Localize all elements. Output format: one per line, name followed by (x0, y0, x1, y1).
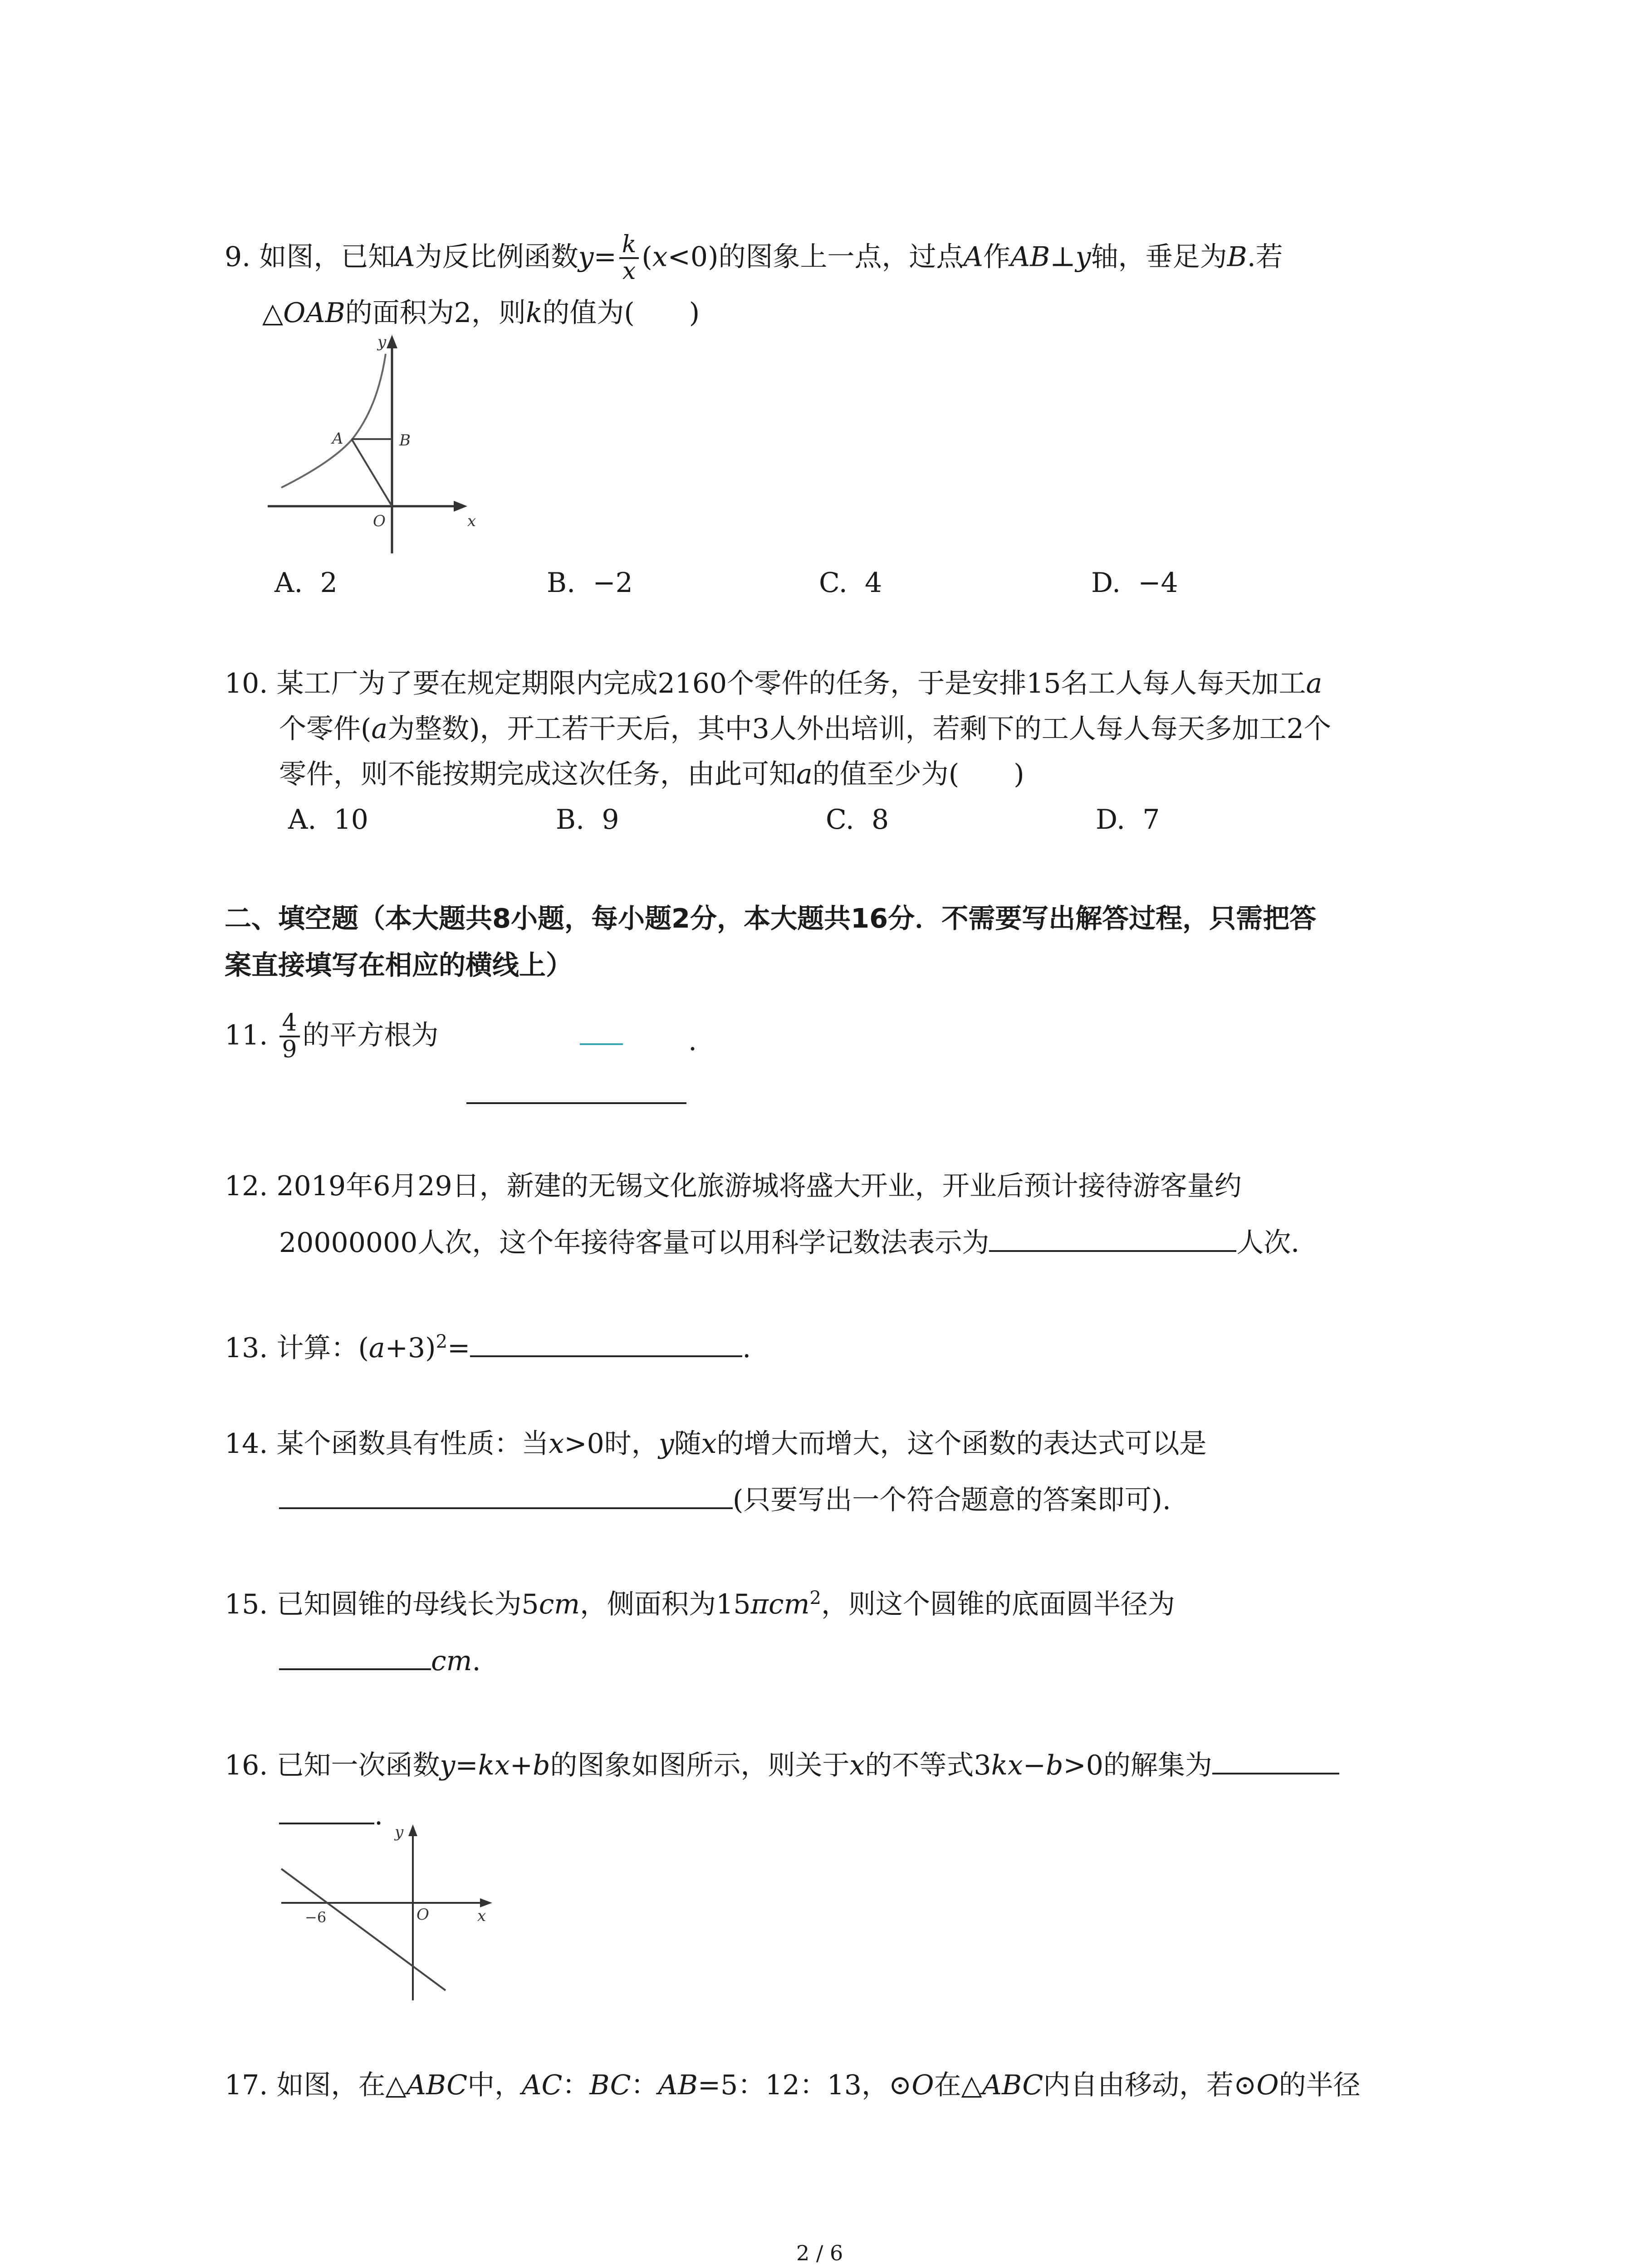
q10-line3: 零件，则不能按期完成这次任务，由此可知a的值至少为( ) (279, 758, 1024, 790)
q9-option-b[interactable]: B. −2 (547, 567, 633, 599)
q10-option-d[interactable]: D. 7 (1096, 804, 1160, 836)
q11-line: 11. $\frac{4}{9}$ 的平方根为 (225, 1009, 439, 1063)
section-heading-line1: 二、填空题（本大题共8小题，每小题2分，本大题共16分．不需要写出解答过程，只需把答 (225, 903, 1317, 934)
q14-number: 14. (225, 1428, 268, 1460)
q16-graph-figure (272, 1819, 508, 2009)
q11-number: 11. (225, 1019, 268, 1051)
q9-hyperbola-curve (281, 354, 386, 488)
q14-line1: 14. 某个函数具有性质：当x>0时，y随x的增大而增大，这个函数的表达式可以是 (225, 1428, 1207, 1460)
q10-option-a[interactable]: A. 10 (288, 804, 368, 836)
q16-answer-blank-part1[interactable] (1212, 1746, 1339, 1774)
q15-line1: 15. 已知圆锥的母线长为5cm，侧面积为15πcm$^2$，则这个圆锥的底面圆半径为 (225, 1588, 1175, 1620)
q9-label-B: B (399, 431, 411, 450)
q17-line1: 17. 如图，在△ABC中，AC：BC：AB=5：12：13，⊙O在△ABC内自由移动，若⊙O的半径 (225, 2069, 1361, 2101)
q9-option-d[interactable]: D. −4 (1091, 567, 1178, 599)
q16-label-neg6: −6 (305, 1909, 327, 1926)
q9-option-c[interactable]: C. 4 (819, 567, 882, 599)
q10-number: 10. (225, 668, 268, 699)
q9-line2: △OAB的面积为2，则k的值为( ) (262, 297, 700, 329)
q9-x-arrow (454, 501, 467, 512)
q12-answer-blank[interactable] (989, 1224, 1236, 1252)
q15-line2: cm. (279, 1642, 481, 1675)
q10-line1: 10. 某工厂为了要在规定期限内完成2160个零件的任务，于是安排15名工人每人每天加工a (225, 668, 1323, 699)
q15-number: 15. (225, 1589, 268, 1620)
q16-label-y: y (395, 1823, 404, 1841)
q11-fraction: $\frac{4}{9}$ (279, 1011, 300, 1062)
q13-number: 13. (225, 1332, 268, 1364)
q10-line2: 个零件(a为整数)，开工若干天后，其中3人外出培训，若剩下的工人每人每天多加工2个 (279, 713, 1331, 745)
section-heading-line2: 案直接填写在相应的横线上） (225, 949, 573, 981)
q16-label-O: O (416, 1906, 429, 1924)
q9-label-y: y (377, 333, 387, 351)
q16-label-x: x (477, 1907, 486, 1925)
q16-y-arrow (408, 1824, 417, 1836)
q13-answer-blank[interactable] (470, 1329, 742, 1357)
q14-line2: (只要写出一个符合题意的答案即可). (279, 1481, 1171, 1514)
q11-answer-blank[interactable] (466, 1102, 686, 1104)
q11-teal-mark (580, 1043, 623, 1045)
q16-linear-function-line (281, 1869, 446, 1990)
q15-answer-blank[interactable] (279, 1642, 431, 1670)
q9-graph-figure (263, 327, 499, 562)
q12-number: 12. (225, 1170, 268, 1202)
q9-number: 9. (225, 241, 251, 273)
page-number: 2 / 6 (796, 2241, 843, 2265)
q16-line2: . (279, 1796, 383, 1829)
q9-fraction: $\frac{k}{x}$ (619, 232, 639, 284)
q10-option-c[interactable]: C. 8 (826, 804, 889, 836)
q9-label-A: A (332, 430, 343, 448)
q9-line1: 9. 如图，已知A为反比例函数y= $\frac{k}{x}$ (x<0)的图象上一点，过点A作AB⊥y轴，垂足为B.若 (225, 231, 1283, 285)
q16-line1: 16. 已知一次函数y=kx+b的图象如图所示，则关于x的不等式3kx−b>0的解集为 (225, 1746, 1339, 1779)
q12-line1: 12. 2019年6月29日，新建的无锡文化旅游城将盛大开业，开业后预计接待游客量约 (225, 1170, 1242, 1202)
q14-answer-blank[interactable] (279, 1481, 733, 1509)
q17-number: 17. (225, 2069, 268, 2101)
q9-option-a[interactable]: A. 2 (274, 567, 338, 599)
q16-x-arrow (480, 1898, 492, 1907)
q10-option-b[interactable]: B. 9 (556, 804, 619, 836)
q11-period: . (688, 1025, 697, 1057)
q9-y-arrow (387, 335, 397, 348)
q12-line2: 20000000人次，这个年接待客量可以用科学记数法表示为 人次． (279, 1224, 1318, 1256)
q16-number: 16. (225, 1750, 268, 1781)
q9-label-O: O (373, 512, 386, 530)
q13-line: 13. 计算：$(a+3)^2=$ . (225, 1329, 751, 1362)
q9-label-x: x (467, 512, 476, 530)
q9-segment-AO (352, 439, 392, 506)
